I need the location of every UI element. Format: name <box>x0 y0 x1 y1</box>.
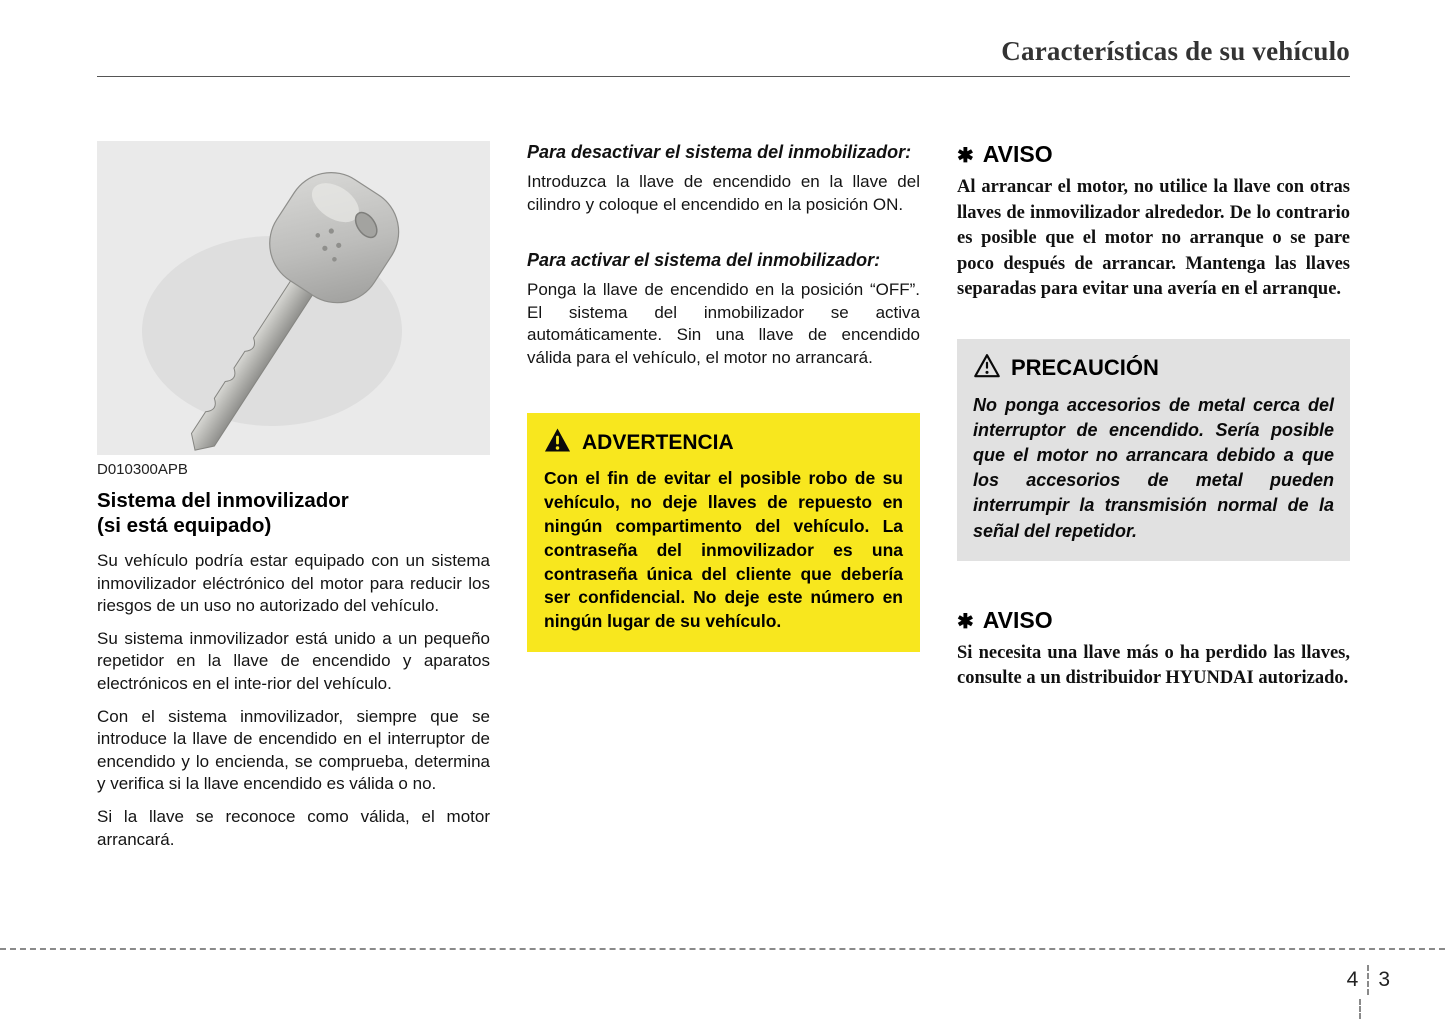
column-left <box>97 141 490 851</box>
advertencia-title: ADVERTENCIA <box>582 431 734 455</box>
asterisk-icon: ✱ <box>957 145 974 167</box>
paragraph: Si la llave se reconoce como válida, el motor arrancará. <box>97 807 490 849</box>
crop-mark-horizontal <box>0 948 1445 950</box>
aviso-title: AVISO <box>982 141 1053 167</box>
advertencia-box <box>527 413 920 652</box>
column-right <box>957 141 1350 851</box>
aviso-title: AVISO <box>982 606 1053 633</box>
key-photo <box>97 141 490 455</box>
warning-triangle-icon <box>544 428 571 458</box>
page-number-section: 4 <box>1346 968 1359 991</box>
content-columns <box>0 141 1445 851</box>
aviso-body: Si necesita una llave más o ha perdido las llaves, consulte a un distribuidor HYUNDAI autorizado. <box>957 642 1350 689</box>
section-title-line1: Sistema del inmovilizador <box>97 489 349 512</box>
aviso-section-1 <box>957 141 1350 303</box>
precaucion-title-row <box>973 353 1334 384</box>
crop-mark-vertical <box>1359 999 1361 1019</box>
page-title: Características de su vehículo <box>1001 36 1350 66</box>
precaucion-box <box>957 339 1350 561</box>
aviso-body: Al arrancar el motor, no utilice la llave con otras llaves de inmovilizador alrededor. De lo contrario es posible que el motor no arranque o se pare poco después de arrancar. Mantenga las llaves separadas para evitar una avería en el arranque. <box>957 177 1350 300</box>
car-key-illustration <box>97 141 490 455</box>
precaucion-body: No ponga accesorios de metal cerca del interruptor de encendido. Sería posible que el motor no arrancara debido a que los accesorios de metal pueden interrumpir la transmisión normal de la señal del repetidor. <box>973 394 1334 541</box>
paragraph: Con el sistema inmovilizador, siempre que se introduce la llave de encendido en el interruptor de encendido y lo encienda, se comprueba, determina y verifica si la llave encendido es válida o no. <box>97 706 490 794</box>
paragraph: Su sistema inmovilizador está unido a un pequeño repetidor en la llave de encendido y aparatos electrónicos en el inte-rior del vehículo. <box>97 628 490 694</box>
activate-heading: Para activar el sistema del inmobilizador: <box>527 249 881 270</box>
paragraph: Su vehículo podría estar equipado con un sistema inmovilizador eléctrónico del motor para reducir los riesgos de un uso no autorizado del vehículo. <box>97 551 490 616</box>
caution-triangle-icon <box>973 353 1001 384</box>
page-header <box>0 0 1445 77</box>
advertencia-body: Con el fin de evitar el posible robo de su vehículo, no deje llaves de repuesto en ningún compartimento del vehículo. La contraseña del inmovilizador es una contraseña única del cliente que debería ser confidencial. No deje este número en ningún lugar de su vehículo. <box>544 468 903 632</box>
page-number <box>1347 965 1390 995</box>
column-middle <box>527 141 920 851</box>
aviso-section-2 <box>957 607 1350 692</box>
asterisk-icon: ✱ <box>957 610 974 633</box>
activate-body: Ponga la llave de encendido en la posición “OFF”. El sistema del inmobilizador se activa automáticamente. Sin una llave de encendido válida para el vehículo, el motor no arrancará. <box>527 280 920 367</box>
section-title <box>97 488 490 538</box>
aviso-title-row <box>957 607 1350 634</box>
advertencia-title-row <box>544 428 903 458</box>
precaucion-title: PRECAUCIÓN <box>1011 355 1159 381</box>
deactivate-body: Introduzca la llave de encendido en la llave del cilindro y coloque el encendido en la posición ON. <box>527 172 920 214</box>
image-code: D010300APB <box>97 461 188 478</box>
deactivate-heading: Para desactivar el sistema del inmobilizador: <box>527 142 912 162</box>
aviso-title-row <box>957 141 1350 168</box>
section-title-line2: (si está equipado) <box>97 514 272 537</box>
header-divider <box>97 76 1350 77</box>
crop-mark-separator <box>1367 965 1369 995</box>
page-number-page: 3 <box>1378 968 1390 991</box>
